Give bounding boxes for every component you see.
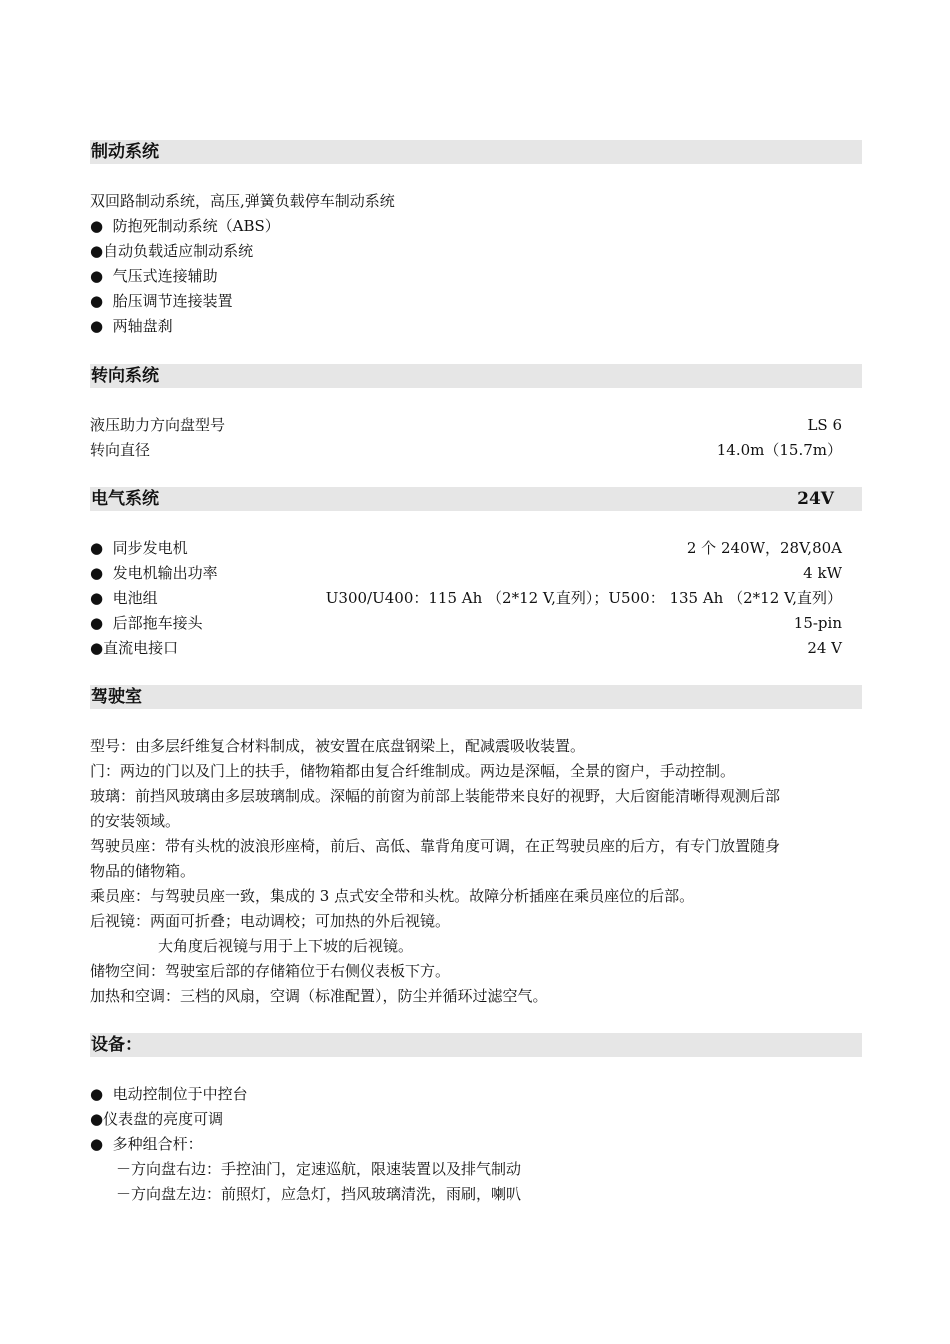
spec-row: ● 同步发电机 2 个 240W，28V,80A — [90, 539, 842, 557]
steering-section-title: 转向系统 — [91, 366, 159, 386]
list-item: ● 防抱死制动系统（ABS） — [90, 217, 280, 235]
electrical-section-header — [90, 487, 862, 511]
paragraph-line: 玻璃：前挡风玻璃由多层玻璃制成。深幅的前窗为前部上装能带来良好的视野，大后窗能清晰得观测后部 — [90, 787, 781, 805]
list-item: ● 电动控制位于中控台 — [90, 1085, 248, 1103]
equipment-section-title: 设备： — [91, 1035, 142, 1055]
spec-row: ● 发电机输出功率 4 kW — [90, 564, 842, 582]
electrical-voltage: 24V — [797, 489, 834, 509]
sub-list-item: －方向盘左边：前照灯，应急灯，挡风玻璃清洗，雨刷，喇叭 — [116, 1185, 522, 1203]
paragraph-line: 的安装领域。 — [90, 812, 181, 830]
paragraph-line: 乘员座：与驾驶员座一致，集成的 3 点式安全带和头枕。故障分析插座在乘员座位的后部。 — [90, 887, 695, 905]
paragraph-line: 后视镜：两面可折叠；电动调校；可加热的外后视镜。 — [90, 912, 451, 930]
sub-list-item: －方向盘右边：手控油门，定速巡航，限速装置以及排气制动 — [116, 1160, 522, 1178]
spec-row: 转向直径 14.0m（15.7m） — [90, 441, 842, 459]
brake-section-header — [90, 140, 862, 164]
cab-section-title: 驾驶室 — [91, 687, 142, 707]
spec-row: ● 后部拖车接头 15-pin — [90, 614, 842, 632]
list-item: ●自动负载适应制动系统 — [90, 242, 254, 260]
equipment-section-header — [90, 1033, 862, 1057]
cab-section-header — [90, 685, 862, 709]
brake-section-title: 制动系统 — [91, 142, 159, 162]
paragraph-line: 物品的储物箱。 — [90, 862, 196, 880]
paragraph-line-indented: 大角度后视镜与用于上下坡的后视镜。 — [158, 937, 414, 955]
paragraph-line: 储物空间：驾驶室后部的存储箱位于右侧仪表板下方。 — [90, 962, 451, 980]
list-item: ● 两轴盘刹 — [90, 317, 173, 335]
electrical-section-title: 电气系统 — [91, 489, 159, 509]
list-item: ● 多种组合杆： — [90, 1135, 203, 1153]
spec-row: 液压助力方向盘型号 LS 6 — [90, 416, 842, 434]
spec-row: ●直流电接口 24 V — [90, 639, 842, 657]
document-page — [90, 140, 862, 1207]
paragraph-line: 门：两边的门以及门上的扶手，储物箱都由复合纤维制成。两边是深幅，全景的窗户，手动控制。 — [90, 762, 736, 780]
spec-row: ● 电池组 U300/U400：115 Ah （2*12 V,直列）；U500： 135 Ah （2*12 V,直列） — [90, 589, 842, 607]
brake-intro: 双回路制动系统，高压,弹簧负载停车制动系统 — [90, 192, 395, 210]
paragraph-line: 加热和空调：三档的风扇，空调（标准配置），防尘并循环过滤空气。 — [90, 987, 548, 1005]
list-item: ●仪表盘的亮度可调 — [90, 1110, 224, 1128]
steering-section-header — [90, 364, 862, 388]
paragraph-line: 型号：由多层纤维复合材料制成，被安置在底盘钢梁上，配减震吸收装置。 — [90, 737, 586, 755]
paragraph-line: 驾驶员座：带有头枕的波浪形座椅，前后、高低、靠背角度可调，在正驾驶员座的后方，有专门放置随身 — [90, 837, 781, 855]
list-item: ● 胎压调节连接装置 — [90, 292, 233, 310]
list-item: ● 气压式连接辅助 — [90, 267, 218, 285]
